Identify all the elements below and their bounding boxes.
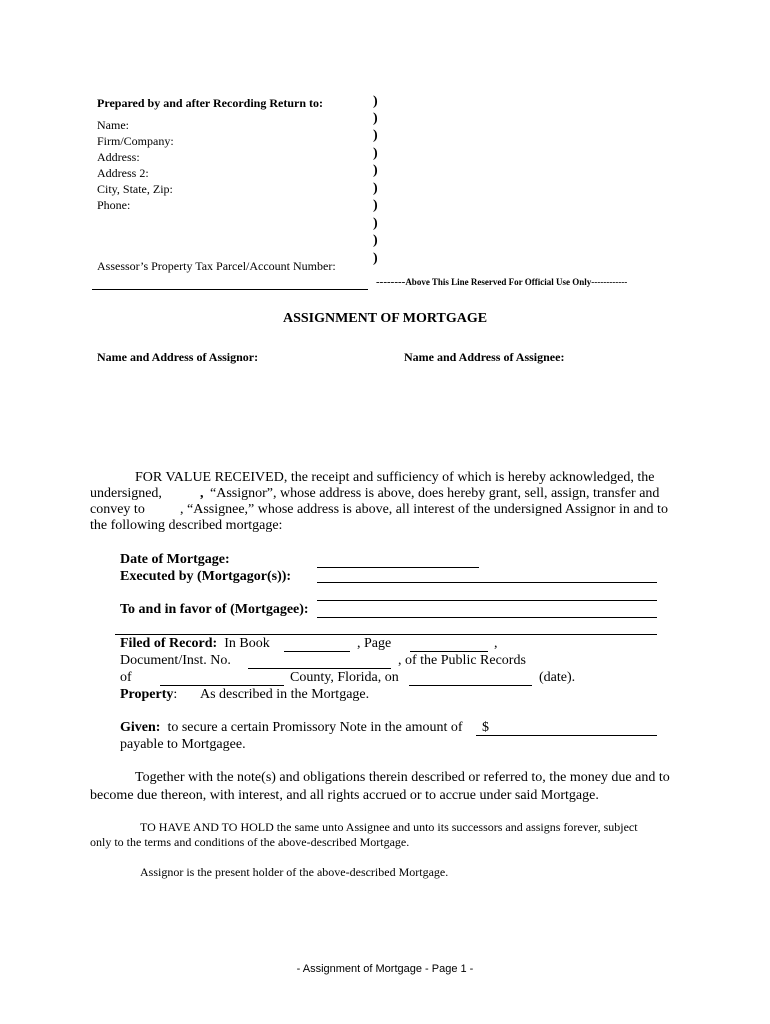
paren-mark: ) [373, 233, 378, 248]
paren-mark: ) [373, 181, 378, 196]
paren-mark: ) [373, 251, 378, 266]
habendum-line1: TO HAVE AND TO HOLD the same unto Assignee and unto its successors and assigns forever, subject [140, 820, 638, 834]
habendum-line2: only to the terms and conditions of the above-described Mortgage. [90, 835, 410, 849]
consideration-comma: , [200, 486, 204, 501]
public-records-label: , of the Public Records [398, 653, 526, 668]
phone-field-label: Phone: [97, 198, 131, 212]
paren-mark: ) [373, 111, 378, 126]
recording-date-line [409, 685, 532, 686]
address-field-label: Address: [97, 150, 140, 164]
assignee-label: Name and Address of Assignee: [404, 350, 565, 364]
consideration-line1: FOR VALUE RECEIVED, the receipt and sufficiency of which is hereby acknowledged, the [135, 470, 655, 485]
firm-field-label: Firm/Company: [97, 134, 174, 148]
page-footer: - Assignment of Mortgage - Page 1 - [296, 963, 474, 975]
consideration-line4: the following described mortgage: [90, 518, 283, 533]
paren-mark: ) [373, 94, 378, 109]
date-suffix: (date). [539, 670, 576, 685]
together-line2: become due thereon, with interest, and all rights accrued or to accrue under said Mortgage. [90, 788, 599, 803]
page-line [410, 651, 488, 652]
date-of-mortgage-line [317, 567, 479, 568]
county-line [160, 685, 284, 686]
property-text: As described in the Mortgage. [200, 687, 370, 702]
executed-by-line [317, 582, 657, 583]
assignor-label: Name and Address of Assignor: [97, 350, 259, 364]
parcel-number-line [92, 289, 368, 290]
paren-mark: ) [373, 146, 378, 161]
executed-by-line-2 [317, 600, 657, 601]
payable-text: payable to Mortgagee. [120, 737, 246, 752]
paren-mark: ) [373, 128, 378, 143]
of-label: of [120, 670, 132, 685]
consideration-line2: “Assignor”, whose address is above, does hereby grant, sell, assign, transfer and [210, 486, 660, 501]
book-line [284, 651, 350, 652]
together-line1: Together with the note(s) and obligations therein described or referred to, the money due and to [135, 770, 670, 785]
date-of-mortgage-label: Date of Mortgage: [120, 552, 230, 567]
prepared-by-label: Prepared by and after Recording Return to: [97, 96, 323, 110]
county-label: County, Florida, on [290, 670, 399, 685]
property-row: Property: [120, 687, 178, 702]
holder-statement: Assignor is the present holder of the above-described Mortgage. [140, 865, 449, 879]
page-label: , Page [357, 636, 392, 651]
parcel-number-label: Assessor’s Property Tax Parcel/Account Number: [97, 259, 336, 273]
paren-mark: ) [373, 216, 378, 231]
mortgagee-label: To and in favor of (Mortgagee): [120, 602, 309, 617]
amount-line [476, 735, 657, 736]
mortgagee-line-2 [115, 634, 657, 635]
given-row: Given: to secure a certain Promissory Note in the amount of [120, 720, 463, 735]
document-number-line [248, 668, 391, 669]
document-title: ASSIGNMENT OF MORTGAGE [282, 311, 488, 326]
executed-by-label: Executed by (Mortgagor(s)): [120, 569, 292, 584]
mortgagee-line [317, 617, 657, 618]
address2-field-label: Address 2: [97, 166, 149, 180]
reserved-line-text: --------Above This Line Reserved For Official Use Only------------ [376, 276, 628, 288]
consideration-line3: , “Assignee,” whose address is above, all interest of the undersigned Assignor in and to [180, 502, 668, 517]
dollar-sign: $ [482, 720, 489, 735]
consideration-convey: convey to [90, 502, 145, 517]
city-state-zip-field-label: City, State, Zip: [97, 182, 173, 196]
document-number-label: Document/Inst. No. [120, 653, 231, 668]
paren-mark: ) [373, 198, 378, 213]
page-comma: , [494, 636, 498, 651]
filed-of-record-row: Filed of Record: In Book [120, 636, 270, 651]
paren-mark: ) [373, 163, 378, 178]
consideration-undersigned: undersigned, [90, 486, 162, 501]
name-field-label: Name: [97, 118, 129, 132]
